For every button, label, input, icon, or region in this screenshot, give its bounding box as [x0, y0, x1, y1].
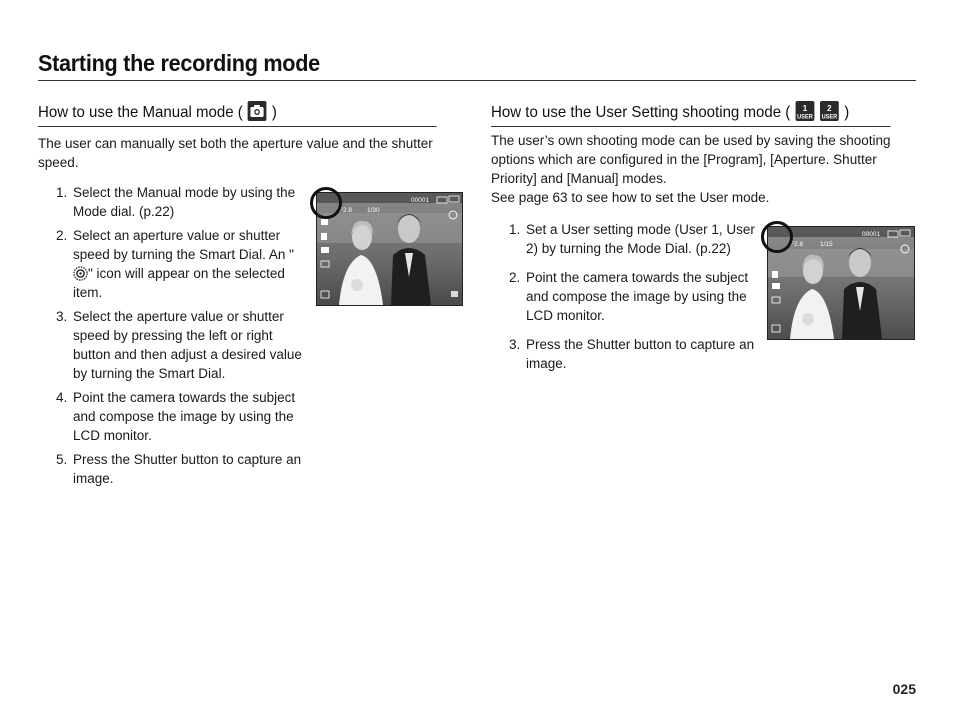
user-mode-section [491, 100, 916, 207]
list-item [491, 220, 756, 258]
user-mode-heading [491, 100, 891, 127]
aperture-value: F2.8 [339, 207, 353, 214]
step-number: 1. [509, 222, 521, 237]
user1-mode-icon [795, 101, 814, 121]
page-number: 025 [892, 681, 916, 697]
manual-mode-heading-close: ) [271, 104, 277, 121]
step-text: Press the Shutter button to capture an image. [73, 452, 302, 486]
step-text: Press the Shutter button to capture an image. [526, 337, 755, 371]
user1-icon-label: USER [796, 114, 813, 121]
shutter-value: 1/15 [820, 241, 833, 248]
step-text: Select the aperture value or shutter speed by pressing the left or right button and then adjust a desired value by turning the Smart Dial. [73, 309, 302, 381]
user-mode-intro [491, 131, 916, 207]
shutter-value: 1/30 [367, 207, 380, 214]
list-item [38, 307, 308, 383]
step-number: 3. [509, 337, 521, 352]
user-mode-heading-text: How to use the User Setting shooting mode ( [491, 104, 791, 121]
manual-mode-heading [38, 100, 437, 127]
manual-mode-section [38, 100, 462, 172]
list-item [491, 268, 756, 325]
list-item [491, 335, 756, 373]
frame-counter: 00001 [411, 197, 430, 204]
list-item [38, 226, 308, 302]
step-number: 2. [56, 228, 68, 243]
step-text: Select the Manual mode by using the Mode dial. (p.22) [73, 185, 296, 219]
step-number: 1. [56, 185, 68, 200]
step-text: Set a User setting mode (User 1, User 2) by turning the Mode Dial. (p.22) [526, 222, 755, 256]
user2-icon-number: 2 [827, 103, 832, 114]
manual-mode-camera-icon [248, 101, 267, 121]
user-mode-see-page-note: See page 63 to see how to set the User mode. [491, 190, 770, 205]
smart-dial-icon [73, 266, 88, 281]
list-item [38, 388, 308, 445]
step-number: 4. [56, 390, 68, 405]
user2-mode-icon [820, 101, 839, 121]
title-divider [38, 80, 916, 81]
user-mode-intro-text: The user’s own shooting mode can be used by saving the shooting options which are configured in the [Program], [Aperture. Shutter Priority] and [Manual] modes. [491, 133, 891, 186]
aperture-value: F2.8 [790, 241, 804, 248]
list-item [38, 450, 308, 488]
list-item [38, 183, 308, 221]
user-mode-heading-close: ) [844, 104, 850, 121]
step-text: Select an aperture value or shutter speed by turning the Smart Dial. An " [73, 228, 294, 262]
step-text: Point the camera towards the subject and compose the image by using the LCD monitor. [73, 390, 296, 443]
mode-icon-highlight-circle [761, 221, 793, 253]
user2-icon-label: USER [821, 114, 838, 121]
page-title: Starting the recording mode [38, 50, 320, 76]
step-text: Point the camera towards the subject and compose the image by using the LCD monitor. [526, 270, 749, 323]
manual-mode-intro: The user can manually set both the aperture value and the shutter speed. [38, 136, 433, 170]
user-mode-steps [491, 220, 756, 383]
step-text: " icon will appear on the selected item. [73, 266, 285, 300]
manual-mode-steps [38, 183, 308, 493]
frame-counter: 00001 [862, 231, 881, 238]
step-number: 5. [56, 452, 68, 467]
user1-icon-number: 1 [802, 103, 808, 114]
manual-mode-heading-text: How to use the Manual mode ( [38, 104, 243, 121]
step-number: 3. [56, 309, 68, 324]
step-number: 2. [509, 270, 521, 285]
mode-icon-highlight-circle [310, 187, 342, 219]
